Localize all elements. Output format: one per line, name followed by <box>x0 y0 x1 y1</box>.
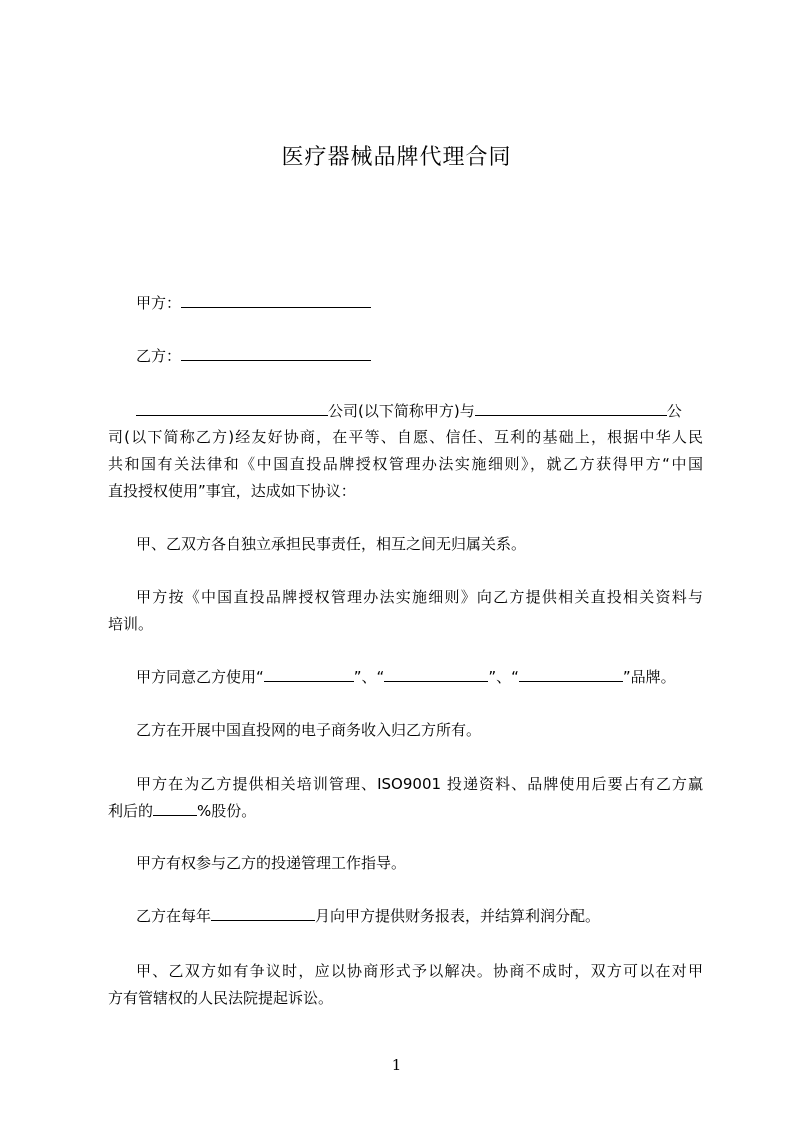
clause-3-text-3: ”、“ <box>488 668 519 686</box>
clause-3-text-1: 甲方同意乙方使用“ <box>136 668 264 686</box>
intro-line-1 <box>136 400 703 421</box>
document-title: 医疗器械品牌代理合同 <box>281 145 512 170</box>
party-b-line <box>136 345 703 366</box>
company-a-blank[interactable] <box>136 401 328 416</box>
intro-line-2: 司(以下简称乙方)经友好协商，在平等、自愿、信任、互利的基础上，根据中华人民 <box>108 428 703 446</box>
brand-3-blank[interactable] <box>519 667 623 682</box>
clause-1: 甲、乙双方各自独立承担民事责任，相互之间无归属关系。 <box>136 535 527 553</box>
party-b-blank[interactable] <box>181 346 371 361</box>
page-number: 1 <box>391 1056 402 1074</box>
clause-6: 甲方有权参与乙方的投递管理工作指导。 <box>136 854 407 872</box>
intro-line-3: 共和国有关法律和《中国直投品牌授权管理办法实施细则》，就乙方获得甲方“中国 <box>108 455 703 473</box>
clause-7 <box>136 905 703 926</box>
clause-3-text-2: ”、“ <box>353 668 385 686</box>
party-a-blank[interactable] <box>181 293 371 308</box>
brand-2-blank[interactable] <box>384 667 488 682</box>
clause-8-line-2: 方有管辖权的人民法院提起诉讼。 <box>108 989 334 1007</box>
report-month-blank[interactable] <box>211 906 315 921</box>
party-b-label: 乙方： <box>136 347 182 365</box>
clause-3 <box>136 666 703 687</box>
brand-1-blank[interactable] <box>264 667 354 682</box>
party-a-label: 甲方： <box>136 294 182 312</box>
clause-5-line-2 <box>108 800 703 821</box>
party-a-line <box>136 292 703 313</box>
clause-4: 乙方在开展中国直投网的电子商务收入归乙方所有。 <box>136 721 482 739</box>
clause-7-text-2: 月向甲方提供财务报表，并结算利润分配。 <box>315 907 601 925</box>
clause-3-text-4: ”品牌。 <box>622 668 676 686</box>
company-b-blank[interactable] <box>475 401 667 416</box>
clause-5-line-1: 甲方在为乙方提供相关培训管理、ISO9001 投递资料、品牌使用后要占有乙方赢 <box>136 775 703 793</box>
clause-5-text-2: %股份。 <box>197 802 257 820</box>
clause-8-line-1: 甲、乙双方如有争议时，应以协商形式予以解决。协商不成时，双方可以在对甲 <box>136 962 703 980</box>
clause-5-text-1: 利后的 <box>108 802 154 820</box>
clause-7-text-1: 乙方在每年 <box>136 907 212 925</box>
share-percent-blank[interactable] <box>153 801 197 816</box>
intro-text-2: 公 <box>666 402 682 420</box>
intro-text-1: 公司(以下简称甲方)与 <box>328 402 475 420</box>
intro-line-4: 直投授权使用”事宜，达成如下协议： <box>108 482 356 500</box>
clause-2-line-2: 培训。 <box>108 615 154 633</box>
clause-2-line-1: 甲方按《中国直投品牌授权管理办法实施细则》向乙方提供相关直投相关资料与 <box>136 588 703 606</box>
